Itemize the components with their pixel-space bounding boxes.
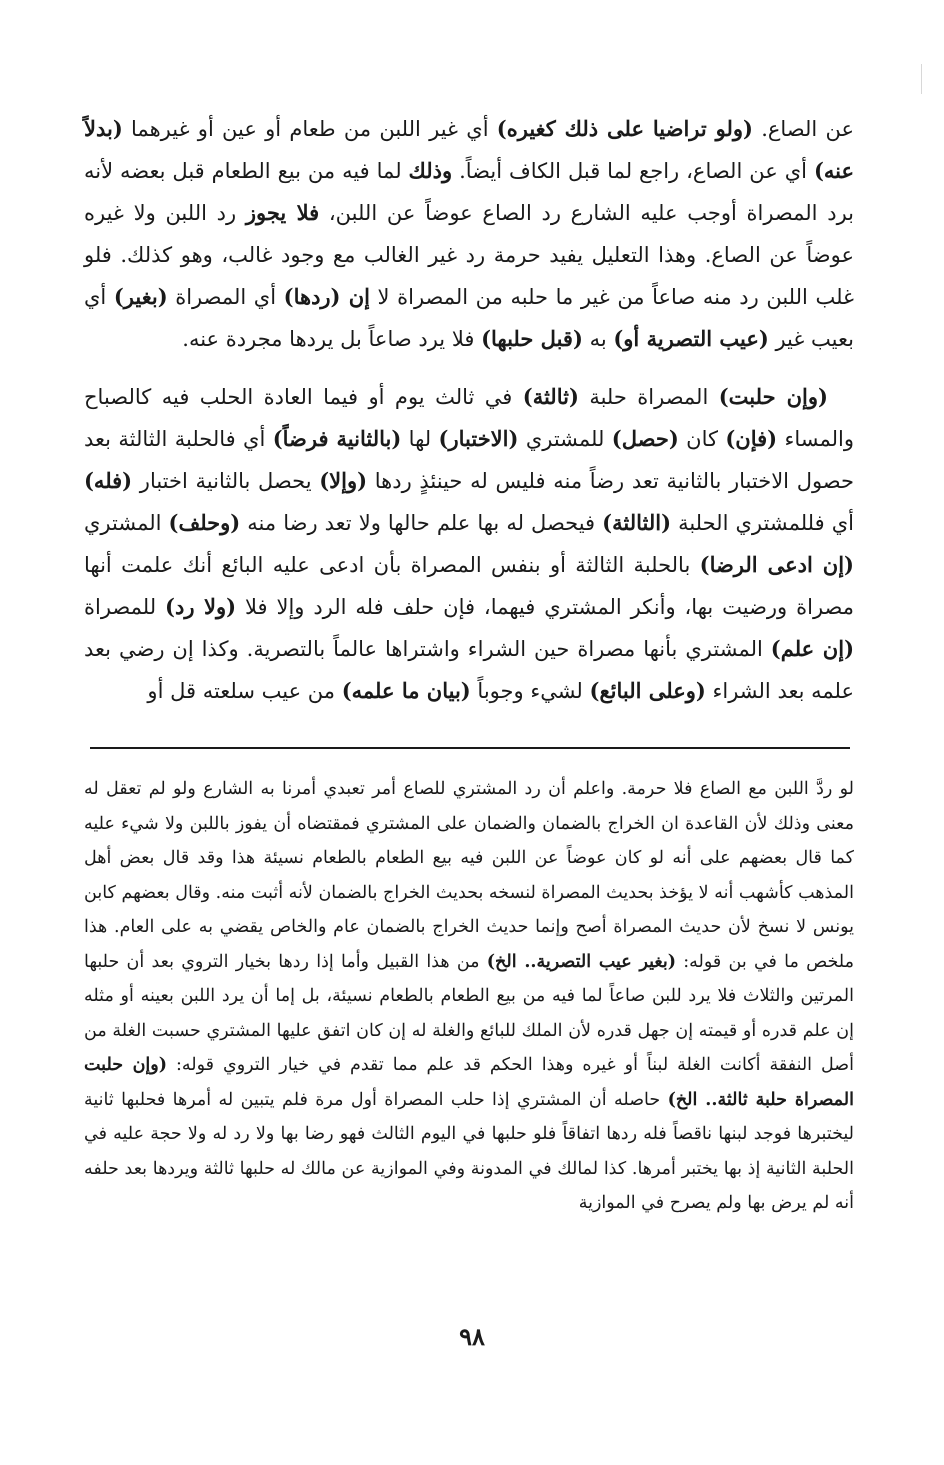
commentary-text: أي عن الصاع، راجع لما قبل الكاف أيضاً. [452, 159, 814, 183]
matn-quote: إن (ردها) [283, 284, 370, 309]
commentary-text: المصراة حلبة [578, 385, 719, 409]
commentary-text: من هذا القبيل وأما إذا ردها بخيار التروي بعد أن حلبها المرتين والثلاث فلا يرد للبن صاعاً لما فيه من بيع الطعام بالطعام نسيئة، بل إما أن يرد اللبن بعينه أو مثله إن علم قدره أو قيمته إن جهل قدره لأن الملك للبائع والغلة له إن كان اتفق عليها المشتري حسبت الغلة من أصل النفقة أكانت الغلة لبناً أو غيره وهذا الحكم قد علم مما تقدم في خيار التروي قوله: [84, 951, 854, 1075]
commentary-text: أي غير اللبن من طعام أو عين أو غيرهما [122, 117, 497, 141]
matn-quote: (ولو تراضيا على ذلك كغيره) [496, 116, 753, 141]
matn-quote: (إن علم) [770, 636, 854, 661]
matn-quote: فلا يجوز [245, 200, 320, 225]
matn-quote: (الاختبار) [438, 426, 519, 451]
matn-quote: (ولا رد) [165, 594, 237, 619]
commentary-text: فلا يرد صاعاً بل يردها مجردة عنه. [182, 327, 482, 351]
commentary-text: عن الصاع. [752, 117, 855, 141]
matn-quote: (حصل) [611, 426, 679, 451]
commentary-text: أي فالحلبة الثالثة بعد حصول الاختبار بالثانية تعد رضاً منه فليس له حينئذٍ ردها [84, 427, 854, 493]
commentary-text: حاصله أن المشتري إذا حلب المصراة أول مرة فلم يتبين له أمرها فحلبها ثانية ليختبرها فوجد لبنها ناقصاً فله ردها اتفاقاً فلو حلبها في اليوم الثالث فهو رضا بها ولا رد له ولا حجة عليه في الحلبة الثانية إذ بها يختبر أمرها. كذا لمالك في المدونة وفي الموازية عن مالك له حلبها ثالثة ويردها بعد حلفه أنه لم يرض بها ولم يصرح في الموازية [84, 1089, 854, 1213]
matn-quote: وذلك [408, 158, 453, 183]
commentary-text: في ثالث يوم أو فيما العادة الحلب فيه كالصباح والمساء [84, 385, 855, 451]
matn-quote: (الثالثة) [602, 510, 672, 535]
commentary-text: أي بعيب غير [84, 285, 854, 351]
matn-quote: (ثالثة) [522, 384, 579, 409]
main-paragraph [84, 108, 854, 360]
scan-edge-mark [921, 64, 922, 94]
commentary-text: رد اللبن ولا غيره عوضاً عن الصاع. وهذا التعليل يفيد حرمة رد غير الغالب مع وجود غالب، وهو كذلك. فلو غلب اللبن رد منه صاعاً من غير ما حلبه من المصراة لا [84, 201, 854, 309]
matn-quote: (فإن) [725, 426, 778, 451]
page-number: ٩٨ [459, 1322, 485, 1351]
commentary-text: المشتري بأنها مصراة حين الشراء واشتراها عالماً بالتصرية. وكذا إن رضي بعد علمه بعد الشراء [84, 637, 854, 703]
matn-quote: (وإلا) [319, 468, 368, 493]
commentary-text: فيحصل له بها علم حالها ولا تعد رضا منه [240, 511, 603, 535]
commentary-text: للمشتري [518, 427, 612, 451]
commentary-text: به [582, 327, 614, 351]
main-paragraph [84, 376, 854, 712]
commentary-text: من عيب سلعته قل أو [147, 679, 342, 703]
matn-quote: (وإن حلبت) [718, 384, 828, 409]
commentary-text: لو ردَّ اللبن مع الصاع فلا حرمة. واعلم أن رد المشتري للصاع أمر تعبدي أمرنا به الشارع ولو لم تعقل له معنى وذلك لأن القاعدة ان الخراج بالضمان والضمان على المشتري فمقتضاه أن يفوز باللبن ولا شيء عليه كما قال بعضهم على أنه لو كان عوضاً عن اللبن فيه بيع الطعام بالطعام نسيئة هذا وقد قال بعض أهل المذهب كأشهب أنه لا يؤخذ بحديث المصراة لنسخه بحديث الخراج بالضمان لأنه أثبت منه. وقال بعضهم كابن يونس لا نسخ لأن حديث المصراة أصح وإنما حديث الخراج بالضمان عام والخاص يقضي به على العام. هذا ملخص ما في بن قوله: [84, 779, 854, 972]
matn-quote: (فله) [84, 468, 133, 493]
matn-quote: (إن ادعى الرضا) [699, 552, 854, 577]
matn-quote: (وحلف) [168, 510, 241, 535]
commentary-text: أي المصراة [167, 285, 284, 309]
matn-quote: (بغير عيب التصرية.. الخ) [486, 951, 677, 972]
commentary-text: لشيء وجوباً [470, 679, 590, 703]
matn-quote: (وإن حلبت المصراة حلبة ثالثة.. الخ) [84, 1055, 854, 1110]
matn-quote: (بيان ما علمه) [341, 678, 471, 703]
matn-quote: (وعلى البائع) [589, 678, 706, 703]
matn-quote: (بغير) [113, 284, 168, 309]
matn-quote: (بدلاً عنه) [84, 116, 854, 183]
commentary-text: المشتري [84, 511, 169, 535]
commentary-text: بالحلبة الثالثة أو بنفس المصراة بأن ادعى عليه البائع أنك علمت أنها مصراة ورضيت بها، وأنكر المشتري فيهما، فإن حلف فله الرد وإلا فلا [84, 553, 854, 619]
commentary-text: لما فيه من بيع الطعام قبل بعضه لأنه برد المصراة أوجب عليه الشارع رد الصاع عوضاً عن اللبن، [84, 159, 854, 225]
commentary-text: للمصراة [84, 595, 166, 619]
commentary-text: يحصل بالثانية اختبار [132, 469, 320, 493]
footnote-separator [90, 747, 850, 749]
commentary-text: لها [401, 427, 439, 451]
commentary-text: كان [678, 427, 726, 451]
footnote-text [84, 772, 854, 1221]
main-text [84, 108, 854, 712]
commentary-text: أي فللمشتري الحلبة [671, 511, 854, 535]
matn-quote: (بالثانية فرضاً) [272, 426, 402, 451]
matn-quote: (قبل حلبها) [481, 326, 583, 351]
matn-quote: (عيب التصرية أو) [613, 326, 769, 351]
